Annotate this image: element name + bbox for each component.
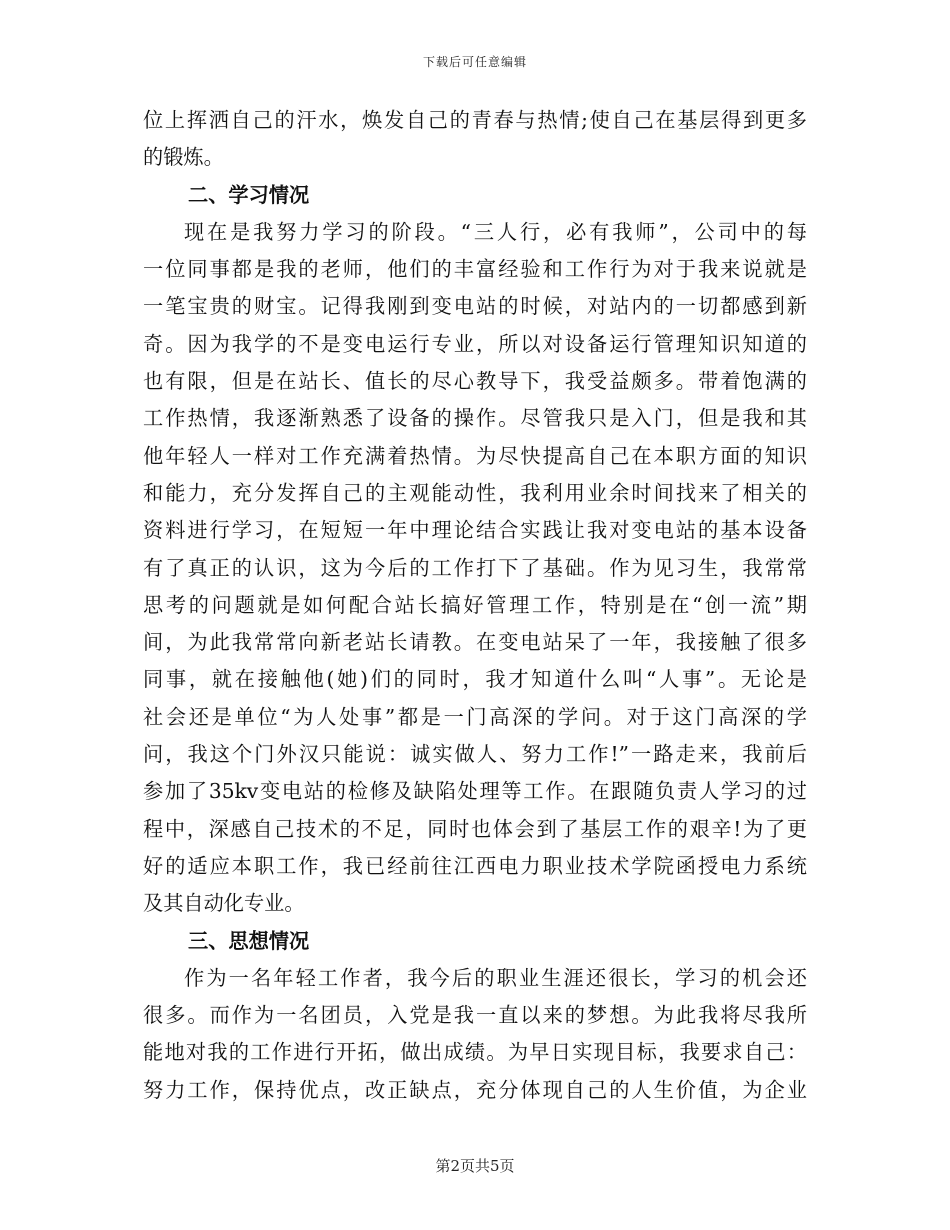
body-line: 和能力，充分发挥自己的主观能动性，我利用业余时间找来了相关的 [143, 480, 807, 505]
body-line: 奇。因为我学的不是变电运行专业，所以对设备运行管理知识知道的 [143, 331, 807, 356]
body-line: 工作热情，我逐渐熟悉了设备的操作。尽管我只是入门，但是我和其 [143, 406, 807, 431]
body-line: 很多。而作为一名团员，入党是我一直以来的梦想。为此我将尽我所 [143, 1003, 807, 1028]
body-line: 一笔宝贵的财宝。记得我刚到变电站的时候，对站内的一切都感到新 [143, 294, 807, 319]
document-body [143, 102, 807, 1109]
body-line: 位上挥洒自己的汗水，焕发自己的青春与热情;使自己在基层得到更多 [143, 108, 807, 132]
page-header: 下载后可任意编辑 [422, 55, 527, 69]
body-line: 同事，就在接触他(她)们的同时，我才知道什么叫“人事”。无论是 [143, 667, 807, 692]
body-line: 间，为此我常常向新老站长请教。在变电站呆了一年，我接触了很多 [143, 630, 807, 655]
section-heading-thought: 三、思想情况 [188, 928, 310, 953]
body-line: 程中，深感自己技术的不足，同时也体会到了基层工作的艰辛!为了更 [143, 816, 807, 841]
body-line: 有了真正的认识，这为今后的工作打下了基础。作为见习生，我常常 [143, 555, 807, 580]
body-line: 问，我这个门外汉只能说：诚实做人、努力工作!”一路走来，我前后 [143, 742, 807, 767]
body-line: 他年轻人一样对工作充满着热情。为尽快提高自己在本职方面的知识 [143, 443, 807, 468]
body-line: 努力工作，保持优点，改正缺点，充分体现自己的人生价值，为企业 [143, 1077, 807, 1102]
body-line: 一位同事都是我的老师，他们的丰富经验和工作行为对于我来说就是 [143, 257, 807, 282]
body-line: 也有限，但是在站长、值长的尽心教导下，我受益颇多。带着饱满的 [143, 369, 807, 394]
body-line: 的锻炼。 [143, 145, 224, 170]
section-heading-study: 二、学习情况 [188, 182, 310, 207]
body-line: 作为一名年轻工作者，我今后的职业生涯还很长，学习的机会还 [184, 965, 807, 990]
body-line: 能地对我的工作进行开拓，做出成绩。为早日实现目标，我要求自己： [143, 1040, 807, 1065]
body-line: 现在是我努力学习的阶段。“三人行，必有我师”，公司中的每 [184, 219, 807, 244]
body-line: 社会还是单位“为人处事”都是一门高深的学问。对于这门高深的学 [143, 704, 807, 729]
body-line: 好的适应本职工作，我已经前往江西电力职业技术学院函授电力系统 [143, 853, 807, 878]
body-line: 参加了35kv变电站的检修及缺陷处理等工作。在跟随负责人学习的过 [143, 779, 807, 804]
page-number: 第2页共5页 [435, 1157, 515, 1175]
body-line: 思考的问题就是如何配合站长搞好管理工作，特别是在“创一流”期 [143, 592, 807, 617]
body-line: 及其自动化专业。 [143, 891, 305, 916]
body-line: 资料进行学习，在短短一年中理论结合实践让我对变电站的基本设备 [143, 518, 807, 543]
